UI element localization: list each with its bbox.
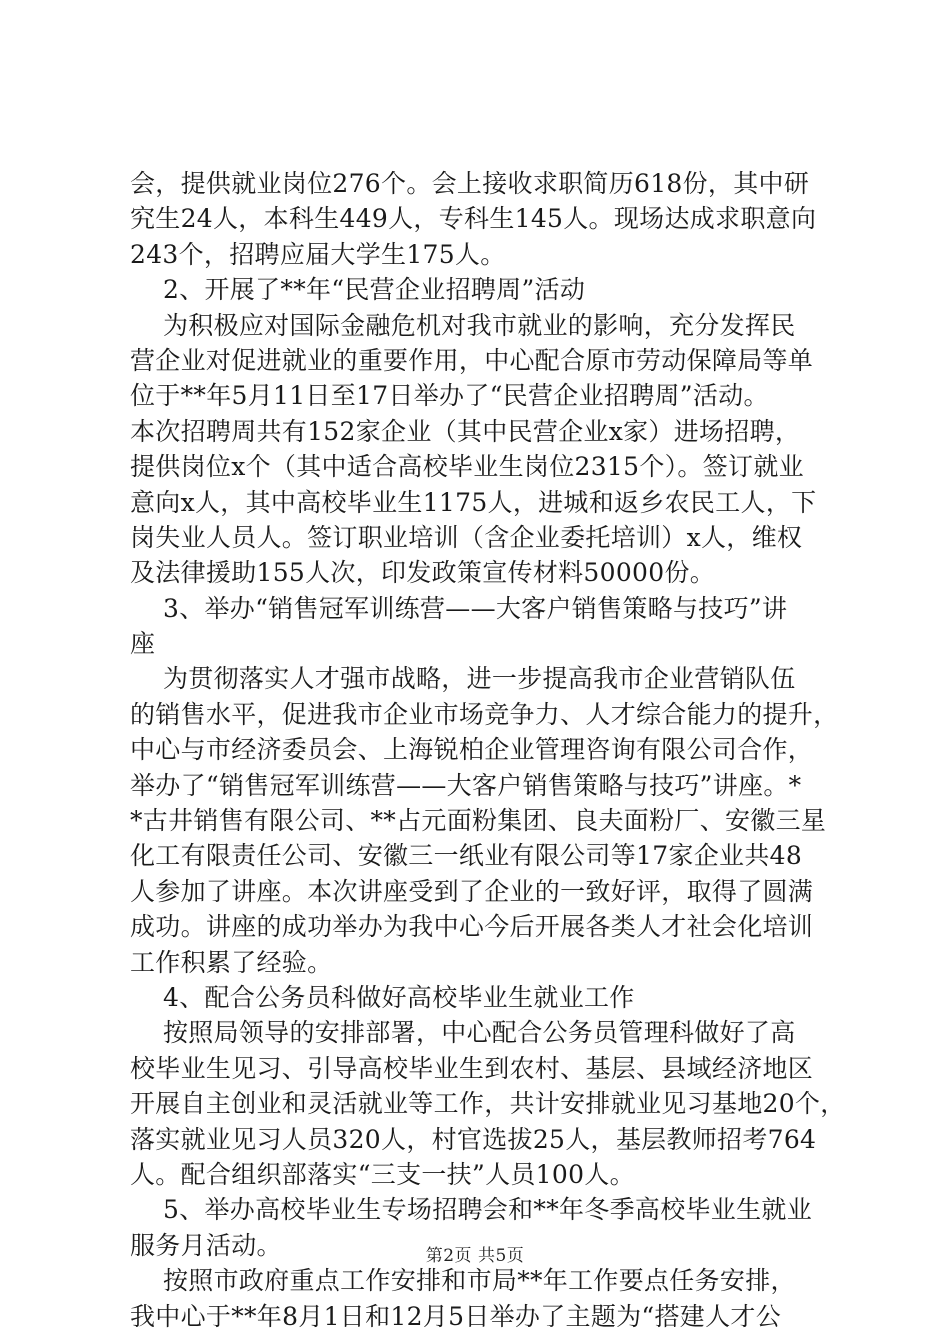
text-line: 我中心于**年8月1日和12月5日举办了主题为“搭建人才公 bbox=[130, 1301, 782, 1331]
text-line: 为贯彻落实人才强市战略，进一步提高我市企业营销队伍 bbox=[130, 664, 796, 694]
text-line: 提供岗位x个（其中适合高校毕业生岗位2315个）。签订就业 bbox=[130, 452, 804, 482]
section-heading: 5、举办高校毕业生专场招聘会和**年冬季高校毕业生就业 bbox=[130, 1195, 812, 1225]
page-number-footer: 第2页 共5页 bbox=[425, 1246, 525, 1266]
text-line: 及法律援助155人次，印发政策宣传材料50000份。 bbox=[130, 558, 716, 588]
text-line: 校毕业生见习、引导高校毕业生到农村、基层、县域经济地区 bbox=[130, 1053, 814, 1083]
text-line: 中心与市经济委员会、上海锐柏企业管理咨询有限公司合作， bbox=[130, 735, 814, 765]
text-line: 按照市政府重点工作安排和市局**年工作要点任务安排， bbox=[130, 1266, 796, 1296]
text-line: 化工有限责任公司、安徽三一纸业有限公司等17家企业共48 bbox=[130, 841, 803, 871]
text-line: 工作积累了经验。 bbox=[130, 947, 333, 977]
text-line: 会，提供就业岗位276个。会上接收求职简历618份，其中研 bbox=[130, 169, 810, 198]
text-line: 意向x人，其中高校毕业生1175人，进城和返乡农民工人，下 bbox=[130, 487, 817, 517]
text-line: 成功。讲座的成功举办为我中心今后开展各类人才社会化培训 bbox=[130, 912, 814, 942]
text-line: 岗失业人员人。签订职业培训（含企业委托培训）x人，维权 bbox=[130, 522, 803, 552]
text-line: 按照局领导的安排部署，中心配合公务员管理科做好了高 bbox=[130, 1018, 796, 1048]
body-text bbox=[130, 166, 846, 1334]
text-line: *古井销售有限公司、**占元面粉集团、良夫面粉厂、安徽三星 bbox=[130, 806, 827, 836]
section-heading: 3、举办“销售冠军训练营——大客户销售策略与技巧”讲 bbox=[130, 593, 788, 623]
text-line: 的销售水平，促进我市企业市场竞争力、人才综合能力的提升， bbox=[130, 699, 839, 729]
section-heading: 服务月活动。 bbox=[130, 1230, 282, 1260]
text-line: 开展自主创业和灵活就业等工作，共计安排就业见习基地20个， bbox=[130, 1089, 846, 1119]
section-heading: 4、配合公务员科做好高校毕业生就业工作 bbox=[130, 982, 635, 1012]
text-line: 本次招聘周共有152家企业（其中民营企业x家）进场招聘， bbox=[130, 416, 801, 446]
text-line: 究生24人，本科生449人，专科生145人。现场达成求职意向 bbox=[130, 204, 817, 234]
text-line: 落实就业见习人员320人，村官选拔25人，基层教师招考764 bbox=[130, 1124, 817, 1154]
section-heading: 2、开展了**年“民营企业招聘周”活动 bbox=[130, 275, 586, 305]
text-line: 243个，招聘应届大学生175人。 bbox=[130, 239, 506, 269]
text-line: 位于**年5月11日至17日举办了“民营企业招聘周”活动。 bbox=[130, 381, 769, 411]
section-heading: 座 bbox=[130, 629, 156, 659]
text-line: 人参加了讲座。本次讲座受到了企业的一致好评，取得了圆满 bbox=[130, 876, 814, 906]
text-line: 举办了“销售冠军训练营——大客户销售策略与技巧”讲座。* bbox=[130, 770, 802, 800]
text-line: 营企业对促进就业的重要作用，中心配合原市劳动保障局等单 bbox=[130, 345, 814, 375]
text-line: 为积极应对国际金融危机对我市就业的影响，充分发挥民 bbox=[130, 310, 796, 340]
text-line: 人。配合组织部落实“三支一扶”人员100人。 bbox=[130, 1159, 635, 1189]
